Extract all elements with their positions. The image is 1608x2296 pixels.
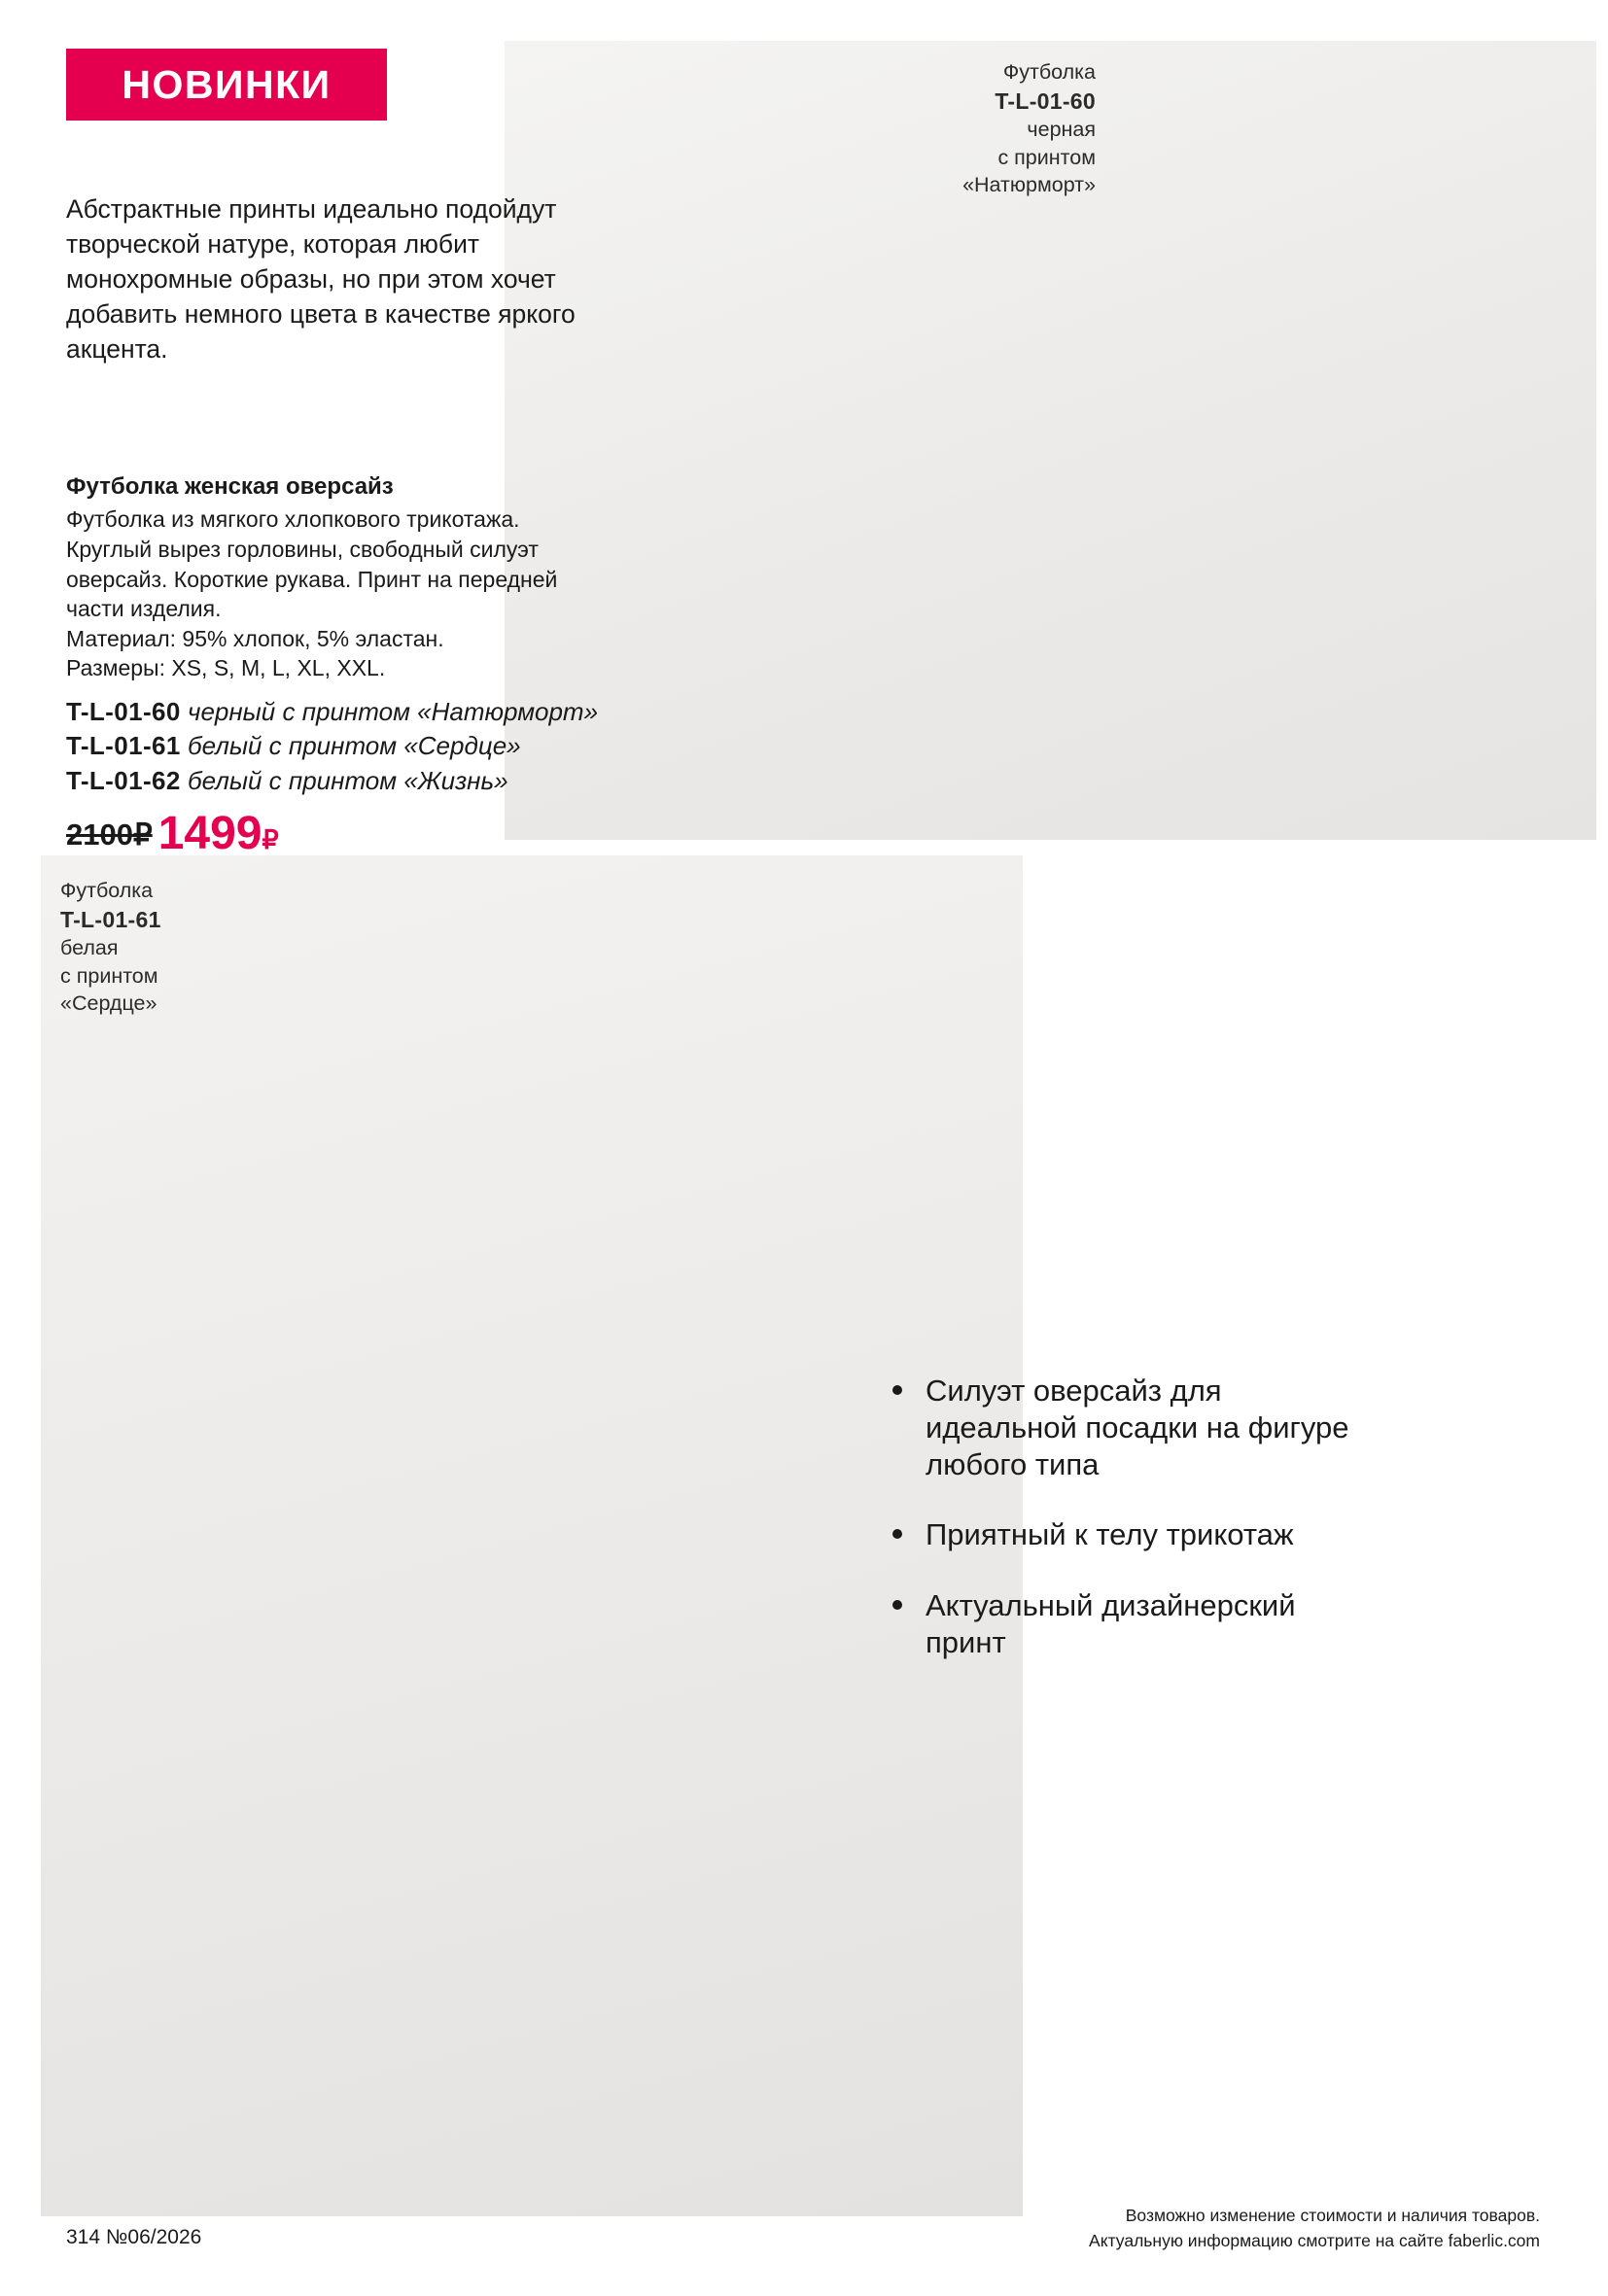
caption-line-5: «Сердце»: [60, 991, 157, 1016]
variant-list: [66, 695, 708, 799]
footer-page-info: [66, 2226, 201, 2249]
caption-code: T-L-01-60: [995, 87, 1096, 114]
feature-bullet: [885, 1373, 1371, 1483]
product-description: [66, 504, 708, 682]
desc-line: Футболка из мягкого хлопкового трикотажа.: [66, 506, 520, 533]
issue-number: №06/2026: [105, 2226, 202, 2248]
footer-disclaimer: [1089, 2203, 1540, 2254]
caption-line-1: Футболка: [1002, 60, 1096, 84]
feature-bullet-text: Актуальный дизайнерский принт: [926, 1587, 1296, 1659]
price-new-value: 1499: [157, 807, 262, 859]
caption-line-5: «Натюрморт»: [962, 173, 1096, 197]
novelty-badge: [66, 49, 387, 121]
feature-bullets: [885, 1373, 1371, 1694]
variant-item: [66, 729, 708, 764]
price-new: [157, 807, 279, 859]
caption-line-3: черная: [1027, 118, 1096, 142]
caption-top-photo: [505, 58, 1096, 199]
disclaimer-line-2: Актуальную информацию смотрите на сайте faberlic.com: [1089, 2230, 1540, 2250]
photo-background: [41, 855, 1023, 2216]
caption-line-4: с принтом: [60, 963, 158, 988]
feature-bullet-text: Приятный к телу трикотаж: [926, 1517, 1294, 1552]
desc-line-sizes: Размеры: XS, S, M, L, XL, XXL.: [66, 655, 386, 681]
variant-code: T-L-01-61: [66, 731, 181, 761]
product-description-block: [66, 471, 708, 859]
feature-bullet: [885, 1587, 1371, 1661]
bullet-dot-icon: [892, 1529, 902, 1539]
product-title: Футболка женская оверсайз: [66, 473, 394, 500]
disclaimer-line-1: Возможно изменение стоимости и наличия товаров.: [1125, 2205, 1540, 2225]
price-old: 2100₽: [66, 818, 153, 852]
price-row: [66, 807, 708, 859]
variant-desc: белый с принтом «Жизнь»: [187, 766, 508, 796]
feature-bullet-text: Силуэт оверсайз для идеальной посадки на фигуре любого типа: [926, 1374, 1349, 1482]
price-currency: ₽: [262, 824, 279, 854]
feature-bullet: [885, 1516, 1371, 1553]
bullet-dot-icon: [892, 1385, 902, 1395]
caption-line-1: Футболка: [60, 879, 154, 902]
page-number: 314: [66, 2226, 101, 2248]
caption-line-3: белая: [60, 936, 119, 960]
variant-desc: белый с принтом «Сердце»: [187, 731, 521, 761]
desc-line: части изделия.: [66, 596, 222, 622]
novelty-badge-label: НОВИНКИ: [122, 61, 332, 107]
page-gutter: [1596, 0, 1608, 2296]
bullet-dot-icon: [892, 1600, 902, 1610]
variant-item: [66, 695, 708, 730]
product-photo-white-tee: [41, 855, 1023, 2216]
caption-bottom-photo: [60, 877, 235, 1018]
desc-line-material: Материал: 95% хлопок, 5% эластан.: [66, 625, 444, 651]
intro-paragraph: Абстрактные принты идеально подойдут творческой натуре, которая любит монохромные образы, но при этом хочет добавить немного цвета в качестве яркого акцента.: [66, 194, 576, 365]
variant-code: T-L-01-60: [66, 696, 181, 726]
variant-desc: черный с принтом «Натюрморт»: [187, 696, 599, 726]
caption-line-4: с принтом: [997, 145, 1096, 169]
desc-line: Круглый вырез горловины, свободный силуэт: [66, 536, 539, 562]
variant-code: T-L-01-62: [66, 766, 181, 796]
caption-code: T-L-01-61: [60, 906, 161, 932]
variant-item: [66, 764, 708, 799]
desc-line: оверсайз. Короткие рукава. Принт на передней: [66, 566, 558, 592]
